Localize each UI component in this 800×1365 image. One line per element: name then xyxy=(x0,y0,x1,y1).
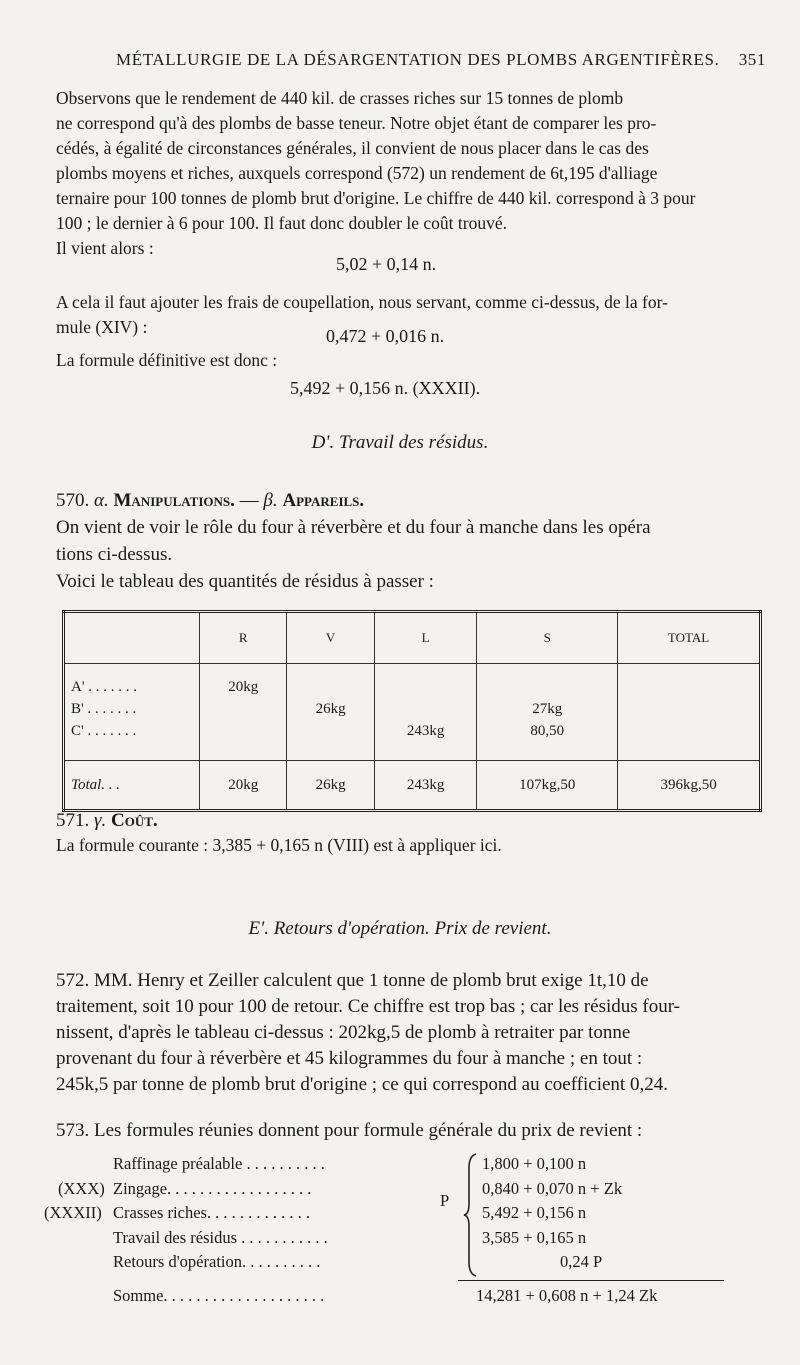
text-line: Il vient alors : xyxy=(56,238,154,258)
section-number: 570. xyxy=(56,490,90,511)
sum-label: Somme. . . . . . . . . . . . . . . . . . . . xyxy=(113,1286,325,1305)
table-cell xyxy=(381,698,471,720)
section-570 xyxy=(56,487,764,595)
total-cell: 243kg xyxy=(374,761,477,811)
paragraph-final xyxy=(56,348,764,373)
table-cell: 26kg xyxy=(315,701,346,717)
text-line: cédés, à égalité de circonstances générales, il convient de nous placer dans le cas des xyxy=(56,138,649,158)
col-v xyxy=(287,664,374,761)
table-cell xyxy=(206,720,280,742)
section-heading-e: E'. Retours d'opération. Prix de revient. xyxy=(248,918,552,939)
text-line: ternaire pour 100 tonnes de plomb brut d'origine. Le chiffre de 440 kil. correspond à 3 pour xyxy=(56,188,696,208)
formula-value: 3,585 + 0,165 n xyxy=(482,1227,587,1247)
text-line: A cela il faut ajouter les frais de coupellation, nous servant, comme ci-dessus, de la for- xyxy=(56,292,668,312)
formula-value: 0,840 + 0,070 n + Zk xyxy=(482,1178,623,1198)
table-cell: 27kg xyxy=(532,701,563,717)
table-cell xyxy=(293,720,367,742)
text-line: traitement, soit 10 pour 100 de retour. Ce chiffre est trop bas ; car les résidus four- xyxy=(56,996,680,1017)
text-line: tions ci-dessus. xyxy=(56,544,173,565)
formula-label: Raffinage préalable . . . . . . . . . . xyxy=(113,1154,325,1173)
formula-cost-1: 5,02 + 0,14 n. xyxy=(336,254,437,274)
formula-label: Crasses riches. . . . . . . . . . . . . xyxy=(113,1203,311,1222)
col-total xyxy=(618,664,761,761)
gamma-marker: γ. xyxy=(94,810,107,831)
text-line: 573. Les formules réunies donnent pour formule générale du prix de revient : xyxy=(56,1120,643,1141)
formula-label: Retours d'opération. . . . . . . . . . xyxy=(113,1252,321,1271)
total-cell: 26kg xyxy=(287,761,374,811)
text-line: Voici le tableau des quantités de résidus à passer : xyxy=(56,571,434,592)
sum-value: 14,281 + 0,608 n + 1,24 Zk xyxy=(476,1286,658,1305)
p-letter: P xyxy=(440,1191,450,1210)
formula-value: 5,492 + 0,156 n xyxy=(482,1203,587,1222)
row-labels xyxy=(64,664,200,761)
formula-xxxii: 5,492 + 0,156 n. (XXXII). xyxy=(290,378,481,398)
row-label: C' . . . . . . . xyxy=(71,723,137,739)
page-number: 351 xyxy=(738,50,766,69)
table-cell xyxy=(293,676,367,698)
formula-cost-2: 0,472 + 0,016 n. xyxy=(326,326,445,346)
formula-tag: (XXX) xyxy=(58,1178,105,1198)
text-line: 100 ; le dernier à 6 pour 100. Il faut donc doubler le coût trouvé. xyxy=(56,213,507,233)
text-line: Observons que le rendement de 440 kil. de crasses riches sur 15 tonnes de plomb xyxy=(56,88,624,108)
text-line: 572. MM. Henry et Zeiller calculent que 1 tonne de plomb brut exige 1t,10 de xyxy=(56,970,649,991)
appareils-label: Appareils. xyxy=(282,490,365,511)
col-l xyxy=(374,664,477,761)
table-cell xyxy=(483,676,611,698)
alpha-marker: α. xyxy=(94,490,109,511)
manipulations-label: Manipulations. xyxy=(113,490,235,511)
total-cell: 20kg xyxy=(200,761,287,811)
table-cell xyxy=(381,676,471,698)
section-571-heading xyxy=(56,808,764,833)
residues-table xyxy=(62,610,762,812)
dash: — xyxy=(239,490,259,511)
table-cell: 80,50 xyxy=(530,723,565,739)
paragraph-yield xyxy=(56,86,764,261)
text-line: mule (XIV) : xyxy=(56,317,148,337)
table-header-cell: S xyxy=(477,612,618,664)
section-number: 571. xyxy=(56,810,90,831)
running-header xyxy=(58,50,770,74)
table-cell xyxy=(624,698,753,720)
total-cell: 396kg,50 xyxy=(618,761,761,811)
section-572 xyxy=(56,968,764,1098)
table-header-cell: V xyxy=(287,612,374,664)
table-total-row xyxy=(64,761,761,811)
text-line: 245k,5 par tonne de plomb brut d'origine ; ce qui correspond au coefficient 0,24. xyxy=(56,1074,668,1095)
table-header-cell: R xyxy=(200,612,287,664)
table-header-cell xyxy=(64,612,200,664)
section-573-intro xyxy=(56,1118,764,1143)
table-header-row xyxy=(64,612,761,664)
col-s xyxy=(477,664,618,761)
section-570-heading xyxy=(56,487,764,514)
formula-tag: (XXXII) xyxy=(44,1203,102,1222)
sum-divider xyxy=(458,1280,724,1281)
section-571 xyxy=(56,808,764,858)
cout-label: Coût. xyxy=(111,810,158,831)
table-body-row xyxy=(64,664,761,761)
total-cell: 107kg,50 xyxy=(477,761,618,811)
table-cell: 243kg xyxy=(406,723,445,739)
text-line: provenant du four à réverbère et 45 kilogrammes du four à manche ; en tout : xyxy=(56,1048,643,1069)
table-cell xyxy=(624,676,753,698)
formula-value: 1,800 + 0,100 n xyxy=(482,1154,587,1173)
formula-value: 0,24 P xyxy=(560,1252,603,1271)
section-heading-d: D'. Travail des résidus. xyxy=(311,432,489,453)
row-label: A' . . . . . . . xyxy=(71,679,138,695)
row-label: B' . . . . . . . xyxy=(71,701,137,717)
text-line: La formule définitive est donc : xyxy=(56,350,278,370)
table-cell xyxy=(206,698,280,720)
table-cell xyxy=(624,720,753,742)
text-line: ne correspond qu'à des plombs de basse teneur. Notre objet étant de comparer les pro- xyxy=(56,113,657,133)
formula-label: Travail des résidus . . . . . . . . . . . xyxy=(113,1227,328,1247)
text-line: La formule courante : 3,385 + 0,165 n (VIII) est à appliquer ici. xyxy=(56,835,502,855)
table-header-cell: L xyxy=(374,612,477,664)
text-line: plombs moyens et riches, auxquels correspond (572) un rendement de 6t,195 d'alliage xyxy=(56,163,658,183)
text-line: On vient de voir le rôle du four à réverbère et du four à manche dans les opéra xyxy=(56,517,651,538)
formula-label: Zingage. . . . . . . . . . . . . . . . . . xyxy=(113,1178,312,1198)
total-label: Total. . . xyxy=(64,761,200,811)
beta-marker: β. xyxy=(263,490,278,511)
running-title: MÉTALLURGIE DE LA DÉSARGENTATION DES PLOMBS ARGENTIFÈRES. xyxy=(116,50,720,69)
brace-icon xyxy=(462,1152,480,1278)
col-r xyxy=(200,664,287,761)
table-cell: 20kg xyxy=(228,679,259,695)
text-line: nissent, d'après le tableau ci-dessus : 202kg,5 de plomb à retraiter par tonne xyxy=(56,1022,631,1043)
table-header-cell: TOTAL xyxy=(618,612,761,664)
